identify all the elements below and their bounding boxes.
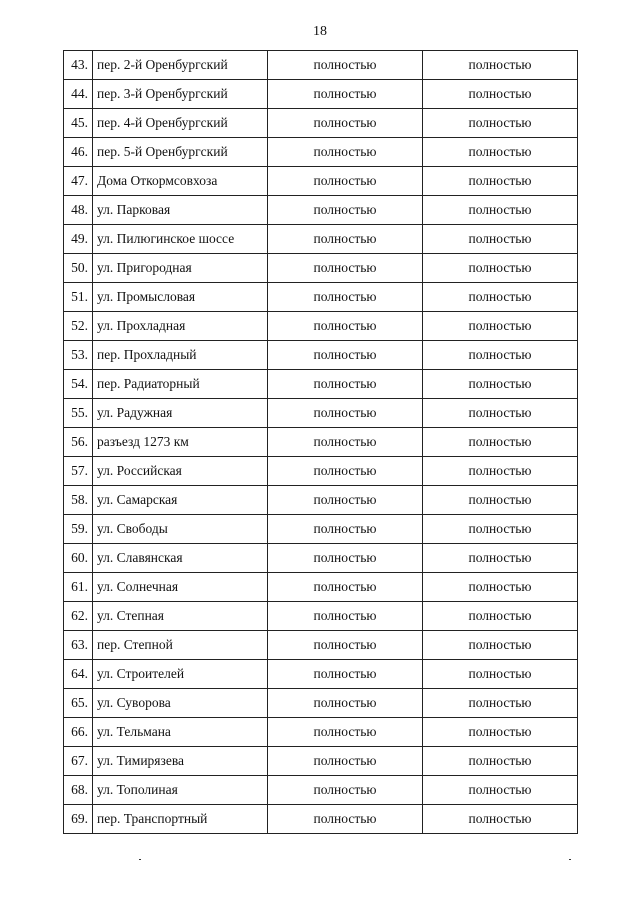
street-name: Дома Откормсовхоза [93,167,268,196]
street-name: разъезд 1273 км [93,428,268,457]
street-name: пер. Транспортный [93,805,268,834]
status-cell-a: полностью [268,544,423,573]
street-name: ул. Славянская [93,544,268,573]
table-row [64,486,578,515]
table-row [64,109,578,138]
row-number: 64. [64,660,93,689]
table-row [64,225,578,254]
status-cell-a: полностью [268,747,423,776]
row-number: 60. [64,544,93,573]
status-cell-b: полностью [423,138,578,167]
street-name: ул. Российская [93,457,268,486]
status-cell-b: полностью [423,457,578,486]
row-number: 51. [64,283,93,312]
street-name: ул. Парковая [93,196,268,225]
status-cell-a: полностью [268,602,423,631]
status-cell-a: полностью [268,805,423,834]
status-cell-b: полностью [423,341,578,370]
status-cell-a: полностью [268,776,423,805]
status-cell-a: полностью [268,486,423,515]
status-cell-b: полностью [423,80,578,109]
table-row [64,167,578,196]
street-name: ул. Тополиная [93,776,268,805]
row-number: 65. [64,689,93,718]
status-cell-b: полностью [423,51,578,80]
street-name: ул. Солнечная [93,573,268,602]
status-cell-b: полностью [423,689,578,718]
street-name: ул. Пилюгинское шоссе [93,225,268,254]
status-cell-b: полностью [423,660,578,689]
table-row [64,660,578,689]
table-row [64,341,578,370]
street-name: ул. Пригородная [93,254,268,283]
table-row [64,283,578,312]
street-name: пер. Прохладный [93,341,268,370]
status-cell-a: полностью [268,312,423,341]
status-cell-b: полностью [423,167,578,196]
status-cell-a: полностью [268,399,423,428]
table-body [64,51,578,834]
status-cell-b: полностью [423,515,578,544]
status-cell-b: полностью [423,225,578,254]
row-number: 63. [64,631,93,660]
row-number: 43. [64,51,93,80]
status-cell-b: полностью [423,486,578,515]
table-row [64,51,578,80]
streets-table [63,50,578,834]
status-cell-a: полностью [268,573,423,602]
status-cell-b: полностью [423,254,578,283]
row-number: 52. [64,312,93,341]
street-name: ул. Степная [93,602,268,631]
street-name: ул. Прохладная [93,312,268,341]
table-row [64,138,578,167]
row-number: 57. [64,457,93,486]
status-cell-a: полностью [268,51,423,80]
table-row [64,254,578,283]
table-row [64,544,578,573]
status-cell-a: полностью [268,457,423,486]
status-cell-a: полностью [268,167,423,196]
status-cell-b: полностью [423,109,578,138]
status-cell-a: полностью [268,283,423,312]
street-name: пер. 5-й Оренбургский [93,138,268,167]
row-number: 44. [64,80,93,109]
street-name: пер. Радиаторный [93,370,268,399]
status-cell-b: полностью [423,776,578,805]
street-name: пер. Степной [93,631,268,660]
status-cell-b: полностью [423,370,578,399]
table-row [64,80,578,109]
status-cell-a: полностью [268,689,423,718]
table-row [64,689,578,718]
status-cell-a: полностью [268,80,423,109]
status-cell-b: полностью [423,602,578,631]
status-cell-b: полностью [423,283,578,312]
row-number: 62. [64,602,93,631]
page-number: 18 [313,24,327,39]
status-cell-b: полностью [423,196,578,225]
status-cell-b: полностью [423,312,578,341]
table-row [64,573,578,602]
row-number: 54. [64,370,93,399]
street-name: пер. 4-й Оренбургский [93,109,268,138]
street-name: ул. Промысловая [93,283,268,312]
status-cell-b: полностью [423,428,578,457]
table-row [64,370,578,399]
row-number: 55. [64,399,93,428]
row-number: 46. [64,138,93,167]
row-number: 66. [64,718,93,747]
table-row [64,631,578,660]
table-row [64,428,578,457]
status-cell-b: полностью [423,399,578,428]
street-name: ул. Свободы [93,515,268,544]
table-row [64,399,578,428]
status-cell-b: полностью [423,718,578,747]
row-number: 67. [64,747,93,776]
street-name: ул. Суворова [93,689,268,718]
row-number: 69. [64,805,93,834]
row-number: 59. [64,515,93,544]
status-cell-b: полностью [423,544,578,573]
status-cell-a: полностью [268,109,423,138]
table-row [64,457,578,486]
row-number: 49. [64,225,93,254]
status-cell-a: полностью [268,660,423,689]
status-cell-a: полностью [268,631,423,660]
street-name: пер. 3-й Оренбургский [93,80,268,109]
table-row [64,196,578,225]
status-cell-b: полностью [423,747,578,776]
status-cell-a: полностью [268,515,423,544]
status-cell-b: полностью [423,631,578,660]
status-cell-a: полностью [268,225,423,254]
table-row [64,515,578,544]
scan-speck [569,859,571,860]
status-cell-a: полностью [268,341,423,370]
scan-speck [139,859,141,860]
table-row [64,602,578,631]
status-cell-a: полностью [268,718,423,747]
row-number: 48. [64,196,93,225]
row-number: 50. [64,254,93,283]
street-name: ул. Тимирязева [93,747,268,776]
status-cell-a: полностью [268,254,423,283]
row-number: 56. [64,428,93,457]
row-number: 61. [64,573,93,602]
street-name: ул. Радужная [93,399,268,428]
street-name: пер. 2-й Оренбургский [93,51,268,80]
row-number: 47. [64,167,93,196]
row-number: 53. [64,341,93,370]
row-number: 58. [64,486,93,515]
table-row [64,718,578,747]
table-row [64,805,578,834]
status-cell-a: полностью [268,370,423,399]
row-number: 68. [64,776,93,805]
table-row [64,747,578,776]
row-number: 45. [64,109,93,138]
status-cell-a: полностью [268,196,423,225]
street-name: ул. Строителей [93,660,268,689]
street-name: ул. Тельмана [93,718,268,747]
table-row [64,776,578,805]
status-cell-a: полностью [268,428,423,457]
status-cell-b: полностью [423,573,578,602]
street-name: ул. Самарская [93,486,268,515]
status-cell-b: полностью [423,805,578,834]
status-cell-a: полностью [268,138,423,167]
table-row [64,312,578,341]
